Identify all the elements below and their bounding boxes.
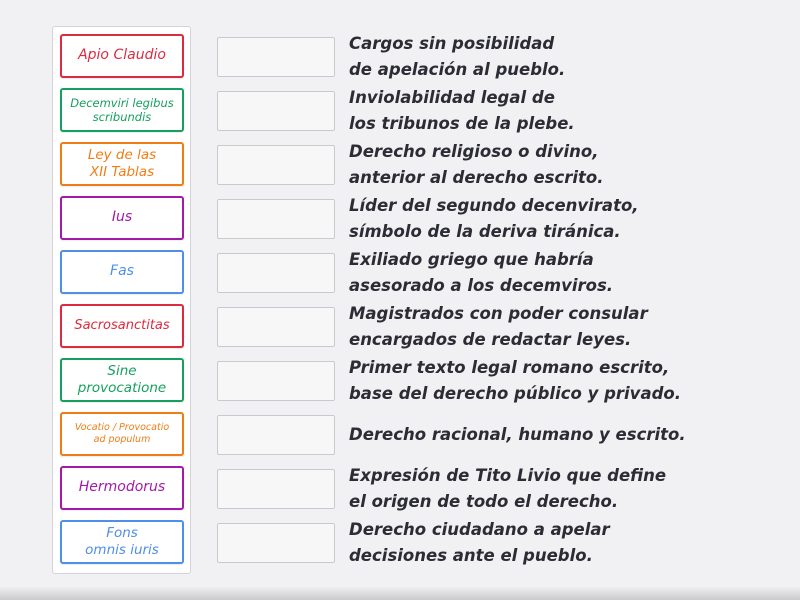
definition-text: Derecho racional, humano y escrito. xyxy=(349,425,686,444)
word-chip-fons-omnis-iuris[interactable] xyxy=(60,520,184,564)
definition-text: Primer texto legal romano escrito, base del derecho público y privado. xyxy=(349,358,681,403)
word-chip-ius[interactable] xyxy=(60,196,184,240)
word-chip-hermodorus[interactable] xyxy=(60,466,184,510)
bottom-shadow xyxy=(0,586,800,600)
word-chip-label: Fas xyxy=(110,263,134,280)
definition-text: Exiliado griego que habría asesorado a los decemviros. xyxy=(349,250,614,295)
drop-slot[interactable] xyxy=(217,253,335,293)
definition-text: Expresión de Tito Livio que define el origen de todo el derecho. xyxy=(349,466,667,511)
drop-slot[interactable] xyxy=(217,361,335,401)
word-chip-label: Apio Claudio xyxy=(78,47,166,64)
definition-text: Cargos sin posibilidad de apelación al pueblo. xyxy=(349,34,566,79)
word-chip-label: Ius xyxy=(111,209,133,226)
drop-slot[interactable] xyxy=(217,37,335,77)
word-chip-label: Ley de las XII Tablas xyxy=(87,147,157,180)
word-chip-decemviri[interactable] xyxy=(60,88,184,132)
drop-slot[interactable] xyxy=(217,307,335,347)
word-chip-apio-claudio[interactable] xyxy=(60,34,184,78)
word-chip-label: Sine provocatione xyxy=(77,363,167,396)
drop-slot[interactable] xyxy=(217,91,335,131)
word-chip-label: Vocatio / Provocatio ad populum xyxy=(74,422,170,445)
word-chip-label: Sacrosanctitas xyxy=(74,317,170,333)
word-chip-sacrosanctitas[interactable] xyxy=(60,304,184,348)
word-chip-sine-provocatione[interactable] xyxy=(60,358,184,402)
drop-slot[interactable] xyxy=(217,145,335,185)
word-chip-fas[interactable] xyxy=(60,250,184,294)
drop-slot[interactable] xyxy=(217,415,335,455)
drop-slot[interactable] xyxy=(217,469,335,509)
word-bank-panel xyxy=(52,26,191,574)
word-chip-label: Decemviri legibus scribundis xyxy=(70,95,174,124)
definition-text: Derecho religioso o divino, anterior al derecho escrito. xyxy=(349,142,604,187)
definition-text: Magistrados con poder consular encargados de redactar leyes. xyxy=(349,304,648,349)
word-chip-label: Hermodorus xyxy=(78,479,166,496)
definition-text: Líder del segundo decenvirato, símbolo de la deriva tiránica. xyxy=(349,196,639,241)
word-chip-ley-xii-tablas[interactable] xyxy=(60,142,184,186)
definition-text: Inviolabilidad legal de los tribunos de la plebe. xyxy=(349,88,575,133)
drop-slot[interactable] xyxy=(217,199,335,239)
word-chip-vocatio-provocatio[interactable] xyxy=(60,412,184,456)
drop-slot[interactable] xyxy=(217,523,335,563)
definition-text: Derecho ciudadano a apelar decisiones ante el pueblo. xyxy=(349,520,610,565)
word-chip-label: Fons omnis iuris xyxy=(85,525,159,558)
